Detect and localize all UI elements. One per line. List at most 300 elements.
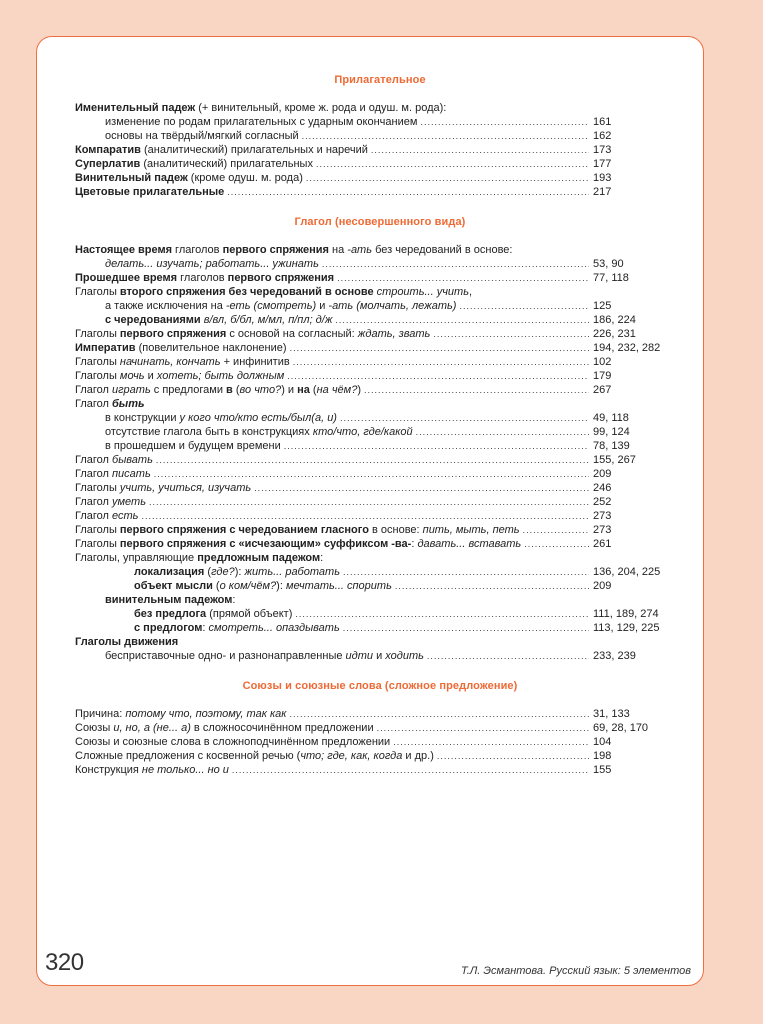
entry-text [75,171,306,185]
page-reference: 209 [593,468,612,480]
section-gap [75,199,675,213]
dot-leader [393,735,589,749]
entry-text [75,467,154,481]
entry-text [75,185,227,199]
page-reference: 209 [593,580,612,592]
dot-leader [340,411,589,425]
dot-leader [154,467,589,481]
index-entry [75,285,675,299]
entry-text-part: Винительный падеж [75,172,188,184]
entry-text-part: в конструкции [105,412,180,424]
page-reference: 31, 133 [593,708,630,720]
entry-text [75,143,371,157]
page-reference: 49, 118 [593,412,629,424]
entry-text [134,607,295,621]
dot-leader [335,313,589,327]
entry-text-part: потому что, поэтому, так как [125,708,287,720]
entry-text-part: ): [234,566,245,578]
entry-text-part: Глаголы [75,286,120,298]
index-entry [75,635,675,649]
entry-text [75,537,524,551]
entry-leader [105,411,589,425]
entry-text-part: Императив [75,342,136,354]
page-reference: 78, 139 [593,440,630,452]
index-entry [75,327,675,341]
entry-text [105,593,238,607]
entry-text-part: (повелительное наклонение) [135,342,287,354]
index-entry [75,257,675,271]
page-reference: 198 [593,750,612,762]
page-reference: 102 [593,356,612,368]
entry-text-part: и [373,650,386,662]
page-reference: 136, 204, 225 [593,566,661,578]
entry-text-part: Глаголы движения [75,636,179,648]
dot-leader [289,707,589,721]
entry-leader [75,383,589,397]
entry-text-part: ( [204,566,212,578]
index-entry [75,721,675,735]
entry-text-part: Именительный падеж [75,102,196,114]
page-reference: 111, 189, 274 [593,608,659,620]
entry-text-part: Настоящее время [75,244,172,256]
entry-text-part: : [202,622,209,634]
page-reference: 273 [593,510,612,522]
entry-text-part: первого спряжения с чередованием гласного [119,524,369,536]
entry-text [105,115,420,129]
entry-text-part: Союзы и союзные слова в сложноподчинённом предложении [75,736,391,748]
entry-leader [75,735,589,749]
entry-text-part: Прошедшее время [75,272,178,284]
entry-text-part: ) [357,384,361,396]
page-reference: 104 [593,736,612,748]
entry-leader [75,271,589,285]
entry-text-part: (аналитический) прилагательных [140,158,313,170]
entry-text [134,565,343,579]
dot-leader [523,523,589,537]
index-entry [75,397,675,411]
dot-leader [337,271,589,285]
entry-text [75,551,326,565]
page-reference: 246 [593,482,612,494]
entry-leader [105,439,589,453]
index-entry [75,607,675,621]
entry-leader [134,621,589,635]
page-reference: 155, 267 [593,454,636,466]
section-title: Глагол (несовершенного вида) [294,216,466,228]
entry-text [75,721,377,735]
dot-leader [395,579,589,593]
entry-text [75,523,523,537]
page-reference: 113, 129, 225 [593,622,660,634]
entry-text-part: основы на твёрдый/мягкий согласный [105,130,299,142]
entry-text-part: с чередованиями [105,314,201,326]
index-entry [75,411,675,425]
entry-text-part: не только... но и [141,764,229,776]
dot-leader [364,383,589,397]
entry-text [105,649,427,663]
index-entry [75,551,675,565]
page-reference: 261 [593,538,612,550]
entry-leader [105,129,589,143]
entry-leader [105,257,589,271]
index-entry [75,509,675,523]
section-title: Прилагательное [334,74,426,86]
entry-text [75,481,254,495]
entry-leader [75,537,589,551]
index-entry [75,749,675,763]
entry-text-part: : [411,538,418,550]
entry-text-part: бывать [112,454,153,466]
dot-leader [371,143,589,157]
page-reference: 177 [593,158,612,170]
entry-text-part: без предлога [134,608,207,620]
entry-text-part: ) и [281,384,298,396]
entry-text-part: Конструкция [75,764,142,776]
entry-leader [134,607,589,621]
index-entry [75,707,675,721]
dot-leader [149,495,589,509]
entry-text-part: Глаголы, управляющие [75,552,198,564]
entry-text-part: винительным падежом [105,594,233,606]
dot-leader [302,129,589,143]
entry-leader [75,495,589,509]
dot-leader [141,509,589,523]
entry-text [75,327,433,341]
entry-leader [105,313,589,327]
entry-text [75,735,393,749]
index-entry [75,735,675,749]
entry-text [134,621,343,635]
entry-leader [75,243,589,257]
entry-leader [75,763,589,777]
entry-text-part: и др.) [402,750,434,762]
page-reference: 162 [593,130,612,142]
index-entry [75,523,675,537]
page-reference: 217 [593,186,612,198]
page-reference: 226, 231 [593,328,636,340]
page-reference: 125 [593,300,612,312]
entry-text-part: и [316,300,329,312]
entry-text-part: быть [112,398,145,410]
page-reference: 173 [593,144,612,156]
entry-text [75,369,287,383]
page-reference: 155 [593,764,612,776]
entry-text [75,509,141,523]
index-entry [75,101,675,115]
index-entry [75,355,675,369]
entry-leader [105,649,589,663]
page-reference: 69, 28, 170 [593,722,649,734]
entry-text-part: первого спряжения [227,272,335,284]
dot-leader [427,649,589,663]
entry-text [75,243,515,257]
index-entry [75,537,675,551]
entry-text [75,285,475,299]
entry-text-part: что; где, как, когда [300,750,403,762]
entry-text-part: без чередований в основе: [372,244,513,256]
entry-leader [75,101,589,115]
index-entry [75,129,675,143]
entry-text-part: Сложные предложения с косвенной речью ( [75,750,301,762]
entry-text-part: с основой на согласный: [226,328,358,340]
dot-leader [287,369,589,383]
index-entry [75,271,675,285]
index-entry [75,243,675,257]
dot-leader [343,565,589,579]
entry-text-part: на чём? [316,384,358,396]
entry-leader [75,285,589,299]
entry-text-part: первого спряжения с «исчезающим» суффиксом -ва- [119,538,412,550]
dot-leader [290,341,589,355]
entry-text-part: в сложносочинённом предложении [190,722,374,734]
entry-text [75,271,337,285]
entry-text-part: пить, мыть, петь [422,524,520,536]
entry-text-part: Глагол [75,384,112,396]
entry-text-part: Глагол [75,398,112,410]
entry-text-part: ( [309,384,317,396]
entry-text-part: -ать [347,244,373,256]
entry-text [75,355,293,369]
index-entry [75,383,675,397]
dot-leader [377,721,589,735]
page-reference: 273 [593,524,612,536]
index-entry [75,115,675,129]
entry-leader [75,397,589,411]
entry-text [75,635,181,649]
index-entry [75,425,675,439]
dot-leader [254,481,589,495]
dot-leader [343,621,589,635]
dot-leader [416,425,589,439]
entry-text-part: объект мысли [134,580,213,592]
entry-text [105,439,284,453]
entry-text-part: где? [211,566,235,578]
entry-text-part: : [320,552,324,564]
index-content [75,71,675,777]
entry-text [75,397,148,411]
page-reference: 179 [593,370,612,382]
entry-text-part: ): [276,580,286,592]
page-reference: 267 [593,384,612,396]
entry-text-part: Глаголы [75,356,120,368]
dot-leader [437,749,589,763]
entry-text [105,425,416,439]
index-entry [75,453,675,467]
dot-leader [284,439,589,453]
entry-text-part: -ать (молчать, лежать) [328,300,457,312]
entry-leader [75,635,589,649]
entry-text-part: : [232,594,236,606]
entry-leader [75,749,589,763]
entry-text-part: учить, учиться, изучать [119,482,252,494]
entry-text-part: смотреть... опаздывать [208,622,340,634]
entry-text-part: Глаголы [75,538,120,550]
index-entry [75,439,675,453]
dot-leader [293,355,589,369]
entry-text [75,383,364,397]
entry-text-part: Глагол [75,510,112,522]
entry-text [75,157,316,171]
entry-text-part: ( [212,580,220,592]
entry-leader [75,721,589,735]
index-entry [75,481,675,495]
book-title-footer: Т.Л. Эсмантова. Русский язык: 5 элементов [460,965,691,977]
entry-text-part: Глаголы [75,482,120,494]
entry-text-part: в основе: [368,524,423,536]
page-reference: 53, 90 [593,258,624,270]
entry-leader [75,509,589,523]
entry-text-part: начинать, кончать [119,356,221,368]
page-reference: 252 [593,496,612,508]
entry-text-part: жить... работать [244,566,340,578]
entry-leader [105,593,589,607]
entry-text [105,411,340,425]
entry-leader [75,341,589,355]
entry-text-part: писать [112,468,151,480]
entry-text [105,299,459,313]
entry-leader [75,453,589,467]
index-entry [75,565,675,579]
entry-leader [134,579,589,593]
page-reference: 77, 118 [593,272,629,284]
entry-text-part: ходить [385,650,424,662]
entry-text-part: хотеть; быть должным [156,370,285,382]
index-entry [75,299,675,313]
entry-leader [75,369,589,383]
entry-text-part: на [328,244,348,256]
entry-text [105,129,302,143]
entry-text-part: второго спряжения без чередований в основе [119,286,374,298]
entry-text-part: отсутствие глагола быть в конструкциях [105,426,313,438]
entry-text [75,341,290,355]
entry-leader [75,355,589,369]
index-entry [75,185,675,199]
entry-leader [75,327,589,341]
entry-text-part: и, но, а (не... а) [113,722,191,734]
entry-text-part: а также исключения на [105,300,226,312]
entry-leader [75,481,589,495]
dot-leader [433,327,589,341]
entry-text-part: давать... вставать [417,538,522,550]
entry-leader [75,185,589,199]
entry-leader [75,707,589,721]
entry-text-part: (прямой объект) [206,608,293,620]
entry-leader [134,565,589,579]
entry-text-part: Союзы [75,722,114,734]
entry-text-part: ( [232,384,240,396]
entry-text-part: Глаголы [75,524,120,536]
entry-text-part: Компаратив [75,144,141,156]
entry-text-part: уметь [112,496,146,508]
entry-text [105,313,335,327]
entry-text-part: Цветовые прилагательные [75,186,225,198]
entry-text-part: мечтать... спорить [285,580,392,592]
dot-leader [306,171,589,185]
dot-leader [459,299,589,313]
entry-leader [75,157,589,171]
entry-text-part: Глаголы [75,370,120,382]
entry-text-part: глаголов [172,244,223,256]
entry-text-part: во что? [239,384,282,396]
index-entry [75,171,675,185]
entry-text-part: локализация [134,566,205,578]
index-entry [75,467,675,481]
entry-text [105,257,322,271]
index-entry [75,763,675,777]
entry-text-part: Глаголы [75,328,120,340]
entry-text [75,707,289,721]
entry-text-part: Глагол [75,468,112,480]
entry-leader [75,523,589,537]
entry-text-part: в/вл, б/бл, м/мл, п/пл; д/ж [203,314,333,326]
entry-leader [75,467,589,481]
entry-text-part: -еть (смотреть) [225,300,317,312]
page-reference: 99, 124 [593,426,630,438]
entry-leader [75,171,589,185]
entry-text-part: делать... изучать; работать... ужинать [105,258,319,270]
dot-leader [295,607,589,621]
entry-text-part: в [226,384,233,396]
index-entry [75,649,675,663]
index-entry [75,157,675,171]
page-reference: 186, 224 [593,314,636,326]
entry-leader [75,551,589,565]
dot-leader [316,157,589,171]
entry-text [75,453,156,467]
page-reference: 193 [593,172,612,184]
entry-text-part: в прошедшем и будущем времени [105,440,281,452]
entry-text [75,495,149,509]
page-reference: 161 [593,116,612,128]
entry-text-part: предложным падежом [197,552,321,564]
entry-text-part: строить... учить [376,286,469,298]
entry-text [75,749,437,763]
dot-leader [227,185,589,199]
entry-text-part: кто/что, где/какой [312,426,413,438]
entry-text-part: изменение по родам прилагательных с ударным окончанием [105,116,418,128]
entry-text-part: Причина: [75,708,126,720]
page-reference: 233, 239 [593,650,636,662]
index-entry [75,593,675,607]
entry-text [134,579,395,593]
entry-leader [105,299,589,313]
dot-leader [156,453,589,467]
entry-text-part: идти [345,650,374,662]
entry-text-part: Глагол [75,454,112,466]
index-entry [75,621,675,635]
dot-leader [524,537,589,551]
entry-text-part: играть [112,384,151,396]
entry-text [75,763,232,777]
index-entry [75,579,675,593]
index-entry [75,143,675,157]
entry-text-part: мочь [119,370,145,382]
index-entry [75,341,675,355]
entry-text-part: есть [112,510,139,522]
entry-text-part: + инфинитив [220,356,290,368]
entry-text-part: с предлогом [134,622,203,634]
index-entry [75,313,675,327]
entry-text-part: (кроме одуш. м. рода) [187,172,303,184]
entry-text-part: ждать, звать [357,328,431,340]
section-title: Союзы и союзные слова (сложное предложение) [242,680,518,692]
entry-text-part: о ком/чём? [219,580,277,592]
entry-text-part: Суперлатив [75,158,141,170]
dot-leader [322,257,589,271]
entry-text-part: первого спряжения [119,328,227,340]
entry-text [75,101,449,115]
page-panel [36,36,704,986]
